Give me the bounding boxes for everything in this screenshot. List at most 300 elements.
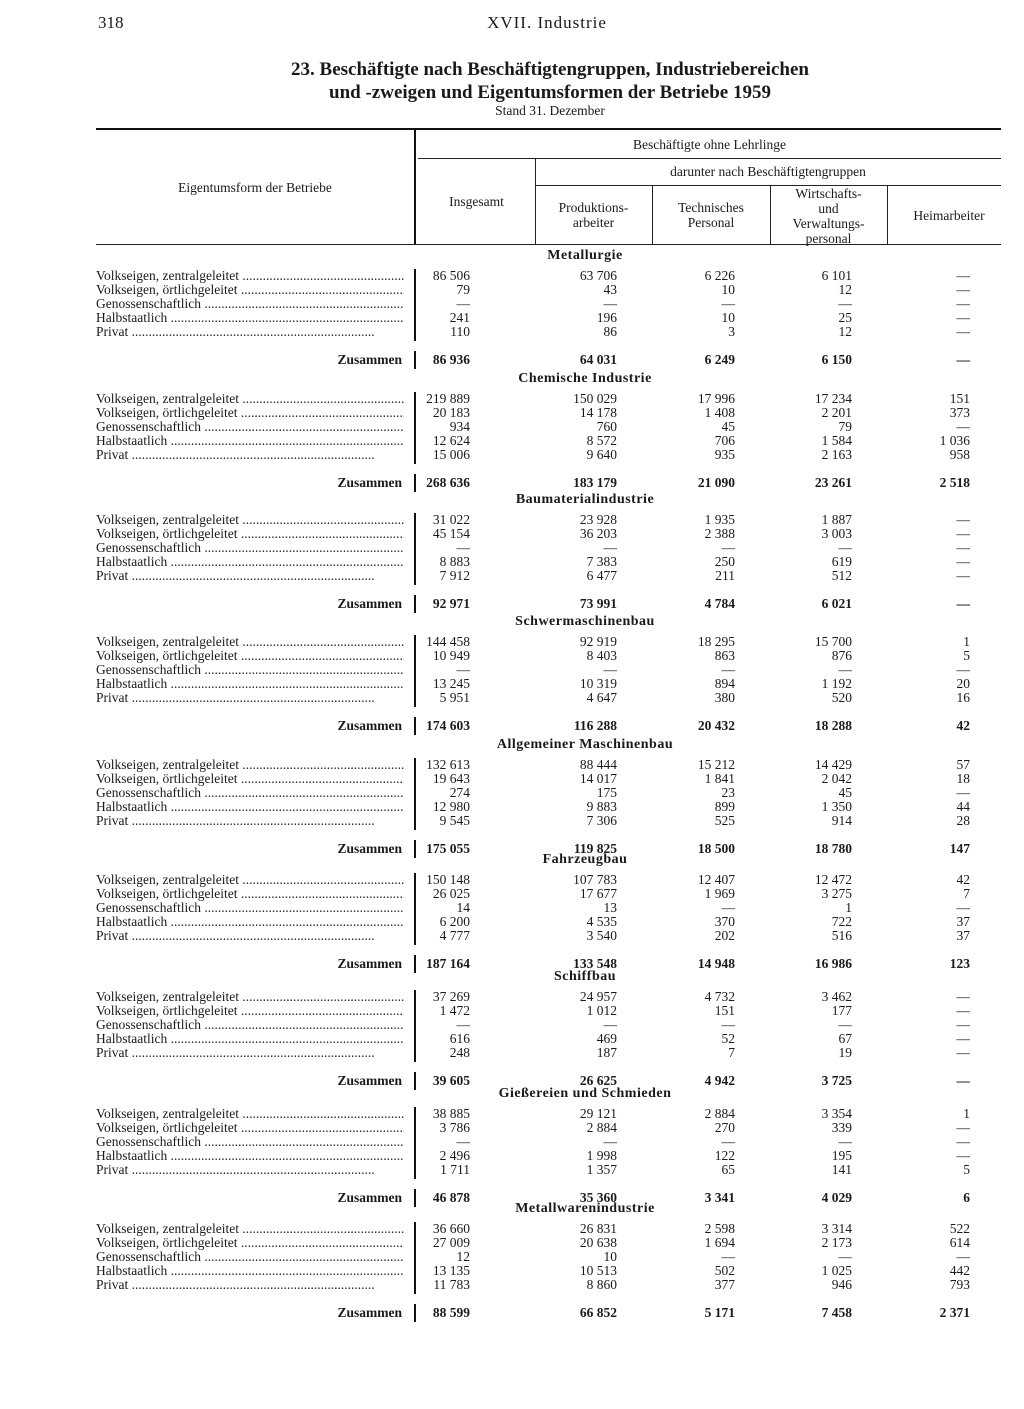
total-cell: 3 341 — [704, 1190, 735, 1205]
table-cell: 1 584 — [821, 432, 852, 448]
table-cell: 5 — [963, 1161, 970, 1177]
total-cell: 183 179 — [573, 475, 617, 490]
total-cell: 123 — [949, 956, 970, 971]
section-title: Metallwarenindustrie — [515, 1201, 655, 1216]
row-label: Halbstaatlich ..... — [96, 1032, 404, 1046]
table-cell: — — [721, 295, 735, 311]
stub-divider — [414, 595, 416, 613]
table-subtitle: Stand 31. Dezember — [495, 103, 605, 118]
table-cell: 15 212 — [697, 757, 735, 772]
table-cell: 17 996 — [697, 391, 735, 406]
table-cell: 17 677 — [579, 885, 617, 901]
row-label: Volkseigen, örtlichgeleitet ..... — [96, 772, 404, 786]
table-cell: 79 — [838, 418, 852, 434]
table-cell: — — [956, 1119, 970, 1135]
table-cell: — — [956, 1147, 970, 1163]
table-cell: 86 — [603, 323, 617, 339]
table-cell: 706 — [714, 432, 735, 448]
stub-divider — [414, 1304, 416, 1322]
total-cell: 18 288 — [814, 718, 852, 733]
stub-divider — [414, 635, 416, 707]
page-number: 318 — [98, 13, 124, 32]
table-cell: 43 — [603, 281, 617, 297]
row-label: Halbstaatlich ..... — [96, 800, 404, 814]
table-cell: 619 — [831, 553, 852, 569]
total-cell: 18 500 — [697, 841, 735, 856]
table-cell: 14 — [456, 899, 470, 915]
total-cell: 174 603 — [426, 718, 470, 733]
table-cell: 7 — [963, 885, 970, 901]
table-cell: 195 — [831, 1147, 852, 1163]
total-cell: 147 — [949, 841, 970, 856]
total-row — [0, 353, 1024, 367]
table-cell: — — [956, 418, 970, 434]
table-cell: 899 — [714, 798, 735, 814]
total-label: Zusammen — [337, 352, 402, 367]
table-cell: 144 458 — [426, 634, 470, 649]
table-cell: — — [956, 567, 970, 583]
table-cell: 6 101 — [821, 268, 852, 283]
table-cell: — — [838, 661, 852, 677]
table-cell: 1 887 — [821, 512, 852, 527]
table-row — [0, 1222, 1024, 1236]
table-cell: 1 711 — [440, 1161, 470, 1177]
table-cell: — — [721, 539, 735, 555]
total-label: Zusammen — [337, 596, 402, 611]
table-cell: — — [838, 295, 852, 311]
table-row — [0, 420, 1024, 434]
stub-divider — [414, 1222, 416, 1294]
table-cell: 12 472 — [814, 872, 852, 887]
table-row — [0, 901, 1024, 915]
table-cell: 202 — [714, 927, 735, 943]
table-cell: 373 — [949, 404, 970, 420]
section-title: Allgemeiner Maschinenbau — [496, 737, 674, 752]
table-row — [0, 1032, 1024, 1046]
row-label: Halbstaatlich ..... — [96, 1264, 404, 1278]
table-cell: 177 — [831, 1002, 852, 1018]
table-cell: 63 706 — [579, 268, 617, 283]
table-cell: 512 — [831, 567, 852, 583]
table-cell: 760 — [596, 418, 617, 434]
table-cell: 3 275 — [821, 885, 852, 901]
table-row — [0, 1107, 1024, 1121]
table-cell: 1 — [963, 634, 970, 649]
table-row — [0, 873, 1024, 887]
table-row — [0, 786, 1024, 800]
table-row — [0, 758, 1024, 772]
stub-divider — [414, 1072, 416, 1090]
table-cell: 6 200 — [439, 913, 470, 929]
total-cell: 73 991 — [579, 596, 617, 611]
table-cell: 23 — [721, 784, 735, 800]
table-cell: 27 009 — [432, 1234, 470, 1250]
table-cell: 211 — [715, 567, 735, 583]
table-cell: 6 477 — [586, 567, 617, 583]
table-cell: — — [456, 1016, 470, 1032]
table-cell: — — [456, 1133, 470, 1149]
total-cell: 4 942 — [704, 1073, 735, 1088]
table-cell: 1 357 — [586, 1161, 617, 1177]
table-cell: 110 — [450, 323, 470, 339]
table-cell: 7 — [728, 1044, 735, 1060]
table-cell: 45 154 — [432, 525, 470, 541]
total-label: Zusammen — [337, 1305, 402, 1320]
total-cell: 6 150 — [821, 352, 852, 367]
table-cell: — — [956, 309, 970, 325]
section-title: Baumaterialindustrie — [515, 492, 655, 507]
row-label: Privat ..... — [96, 1278, 404, 1292]
total-cell: 88 599 — [432, 1305, 470, 1320]
stub-divider — [414, 758, 416, 830]
stub-divider — [414, 955, 416, 973]
table-cell: 2 163 — [821, 446, 852, 462]
table-cell: — — [956, 661, 970, 677]
table-cell: 525 — [714, 812, 735, 828]
table-cell: 13 — [603, 899, 617, 915]
table-cell: — — [956, 1016, 970, 1032]
table-cell: 15 006 — [432, 446, 470, 462]
table-cell: 935 — [714, 446, 735, 462]
stub-divider — [414, 1189, 416, 1207]
table-cell: 107 783 — [573, 872, 617, 887]
table-row — [0, 990, 1024, 1004]
table-row — [0, 434, 1024, 448]
row-label: Volkseigen, örtlichgeleitet ..... — [96, 649, 404, 663]
table-cell: 86 506 — [432, 268, 470, 283]
table-cell: 26 831 — [579, 1221, 617, 1236]
table-cell: 2 042 — [821, 770, 852, 786]
row-label: Volkseigen, zentralgeleitet ..... — [96, 1222, 404, 1236]
total-cell: 119 825 — [573, 841, 617, 856]
total-cell: — — [956, 596, 970, 611]
table-cell: 12 — [456, 1248, 470, 1264]
stub-divider — [414, 717, 416, 735]
table-row — [0, 814, 1024, 828]
table-cell: 10 949 — [432, 647, 470, 663]
table-cell: 37 269 — [432, 989, 470, 1004]
header-home-workers: Heimarbeiter — [913, 208, 985, 223]
table-cell: 10 513 — [579, 1262, 617, 1278]
table-cell: 1 694 — [704, 1234, 735, 1250]
table-cell: 9 545 — [439, 812, 470, 828]
table-cell: — — [956, 1248, 970, 1264]
table-cell: — — [721, 1016, 735, 1032]
section-title: Schiffbau — [553, 969, 617, 984]
table-cell: — — [956, 281, 970, 297]
total-cell: 42 — [956, 718, 970, 733]
table-cell: 187 — [596, 1044, 617, 1060]
table-cell: 270 — [714, 1119, 735, 1135]
table-cell: 7 306 — [586, 812, 617, 828]
table-row — [0, 663, 1024, 677]
stub-divider — [414, 351, 416, 369]
table-cell: 25 — [838, 309, 852, 325]
table-cell: 36 660 — [432, 1221, 470, 1236]
total-cell: 14 948 — [697, 956, 735, 971]
table-cell: — — [956, 539, 970, 555]
row-label: Volkseigen, zentralgeleitet ..... — [96, 758, 404, 772]
table-cell: 65 — [721, 1161, 735, 1177]
table-row — [0, 325, 1024, 339]
table-cell: 4 647 — [586, 689, 617, 705]
header-admin-staff — [770, 186, 887, 246]
table-cell: 3 462 — [821, 989, 852, 1004]
table-cell: 29 121 — [579, 1106, 617, 1121]
table-row — [0, 541, 1024, 555]
total-cell: 4 784 — [704, 596, 735, 611]
table-cell: — — [603, 539, 617, 555]
table-cell: 26 025 — [432, 885, 470, 901]
total-cell: 64 031 — [579, 352, 617, 367]
table-cell: — — [838, 1248, 852, 1264]
table-cell: 616 — [449, 1030, 470, 1046]
table-cell: 5 — [963, 647, 970, 663]
table-row — [0, 1250, 1024, 1264]
table-cell: 2 201 — [821, 404, 852, 420]
total-cell: 2 371 — [939, 1305, 970, 1320]
table-cell: 17 234 — [814, 391, 852, 406]
table-cell: 24 957 — [579, 989, 617, 1004]
table-cell: 1 998 — [586, 1147, 617, 1163]
table-cell: 79 — [456, 281, 470, 297]
table-cell: — — [956, 1002, 970, 1018]
total-cell: 6 — [963, 1190, 970, 1205]
table-cell: — — [603, 1016, 617, 1032]
table-cell: 44 — [956, 798, 970, 814]
table-cell: 946 — [831, 1276, 852, 1292]
row-label: Genossenschaftlich ..... — [96, 297, 404, 311]
table-cell: 4 732 — [704, 989, 735, 1004]
table-cell: 1 841 — [704, 770, 735, 786]
table-cell: — — [456, 295, 470, 311]
table-cell: 175 — [596, 784, 617, 800]
total-cell: 20 432 — [697, 718, 735, 733]
total-cell: 92 971 — [432, 596, 470, 611]
table-row — [0, 283, 1024, 297]
chapter-heading: XVII. Industrie — [487, 13, 607, 32]
table-cell: — — [956, 323, 970, 339]
table-cell: 469 — [596, 1030, 617, 1046]
header-subgroup: darunter nach Beschäftigtengruppen — [670, 164, 866, 179]
row-label: Privat ..... — [96, 929, 404, 943]
table-cell: 15 700 — [814, 634, 852, 649]
total-cell: 7 458 — [821, 1305, 852, 1320]
table-row — [0, 311, 1024, 325]
header-top-rule — [96, 128, 1001, 130]
table-cell: 12 407 — [697, 872, 735, 887]
total-cell: 35 360 — [579, 1190, 617, 1205]
table-cell: 8 403 — [586, 647, 617, 663]
row-label: Genossenschaftlich ..... — [96, 786, 404, 800]
row-label: Genossenschaftlich ..... — [96, 1250, 404, 1264]
table-cell: 520 — [831, 689, 852, 705]
header-admin-staff-line-4: personal — [805, 231, 852, 246]
table-row — [0, 1264, 1024, 1278]
row-label: Genossenschaftlich ..... — [96, 420, 404, 434]
table-cell: 8 860 — [586, 1276, 617, 1292]
total-cell: 6 021 — [821, 596, 852, 611]
table-cell: 150 148 — [426, 872, 470, 887]
total-cell: 2 518 — [939, 475, 970, 490]
table-row — [0, 448, 1024, 462]
table-cell: 876 — [831, 647, 852, 663]
table-cell: 248 — [449, 1044, 470, 1060]
table-row — [0, 800, 1024, 814]
row-label: Volkseigen, örtlichgeleitet ..... — [96, 283, 404, 297]
table-cell: 8 883 — [439, 553, 470, 569]
header-stub-divider — [414, 128, 416, 244]
row-label: Privat ..... — [96, 569, 404, 583]
row-label: Volkseigen, zentralgeleitet ..... — [96, 392, 404, 406]
table-cell: 516 — [831, 927, 852, 943]
table-cell: 37 — [956, 927, 970, 943]
table-cell: — — [603, 1133, 617, 1149]
total-cell: 133 548 — [573, 956, 617, 971]
total-cell: 3 725 — [821, 1073, 852, 1088]
table-cell: 3 354 — [821, 1106, 852, 1121]
total-label: Zusammen — [337, 841, 402, 856]
table-cell: 614 — [949, 1234, 970, 1250]
table-cell: 12 980 — [432, 798, 470, 814]
table-cell: 150 029 — [573, 391, 617, 406]
total-label: Zusammen — [337, 718, 402, 733]
header-production-workers-line-2: arbeiter — [572, 215, 615, 230]
stub-divider — [414, 474, 416, 492]
total-row — [0, 476, 1024, 490]
header-group: Beschäftigte ohne Lehrlinge — [633, 137, 786, 152]
table-cell: 502 — [714, 1262, 735, 1278]
section-title: Metallurgie — [547, 248, 623, 263]
section-title: Fahrzeugbau — [542, 852, 628, 867]
table-cell: 3 540 — [586, 927, 617, 943]
row-label: Halbstaatlich ..... — [96, 434, 404, 448]
table-cell: 380 — [714, 689, 735, 705]
table-cell: 14 178 — [579, 404, 617, 420]
table-cell: 19 643 — [432, 770, 470, 786]
table-cell: — — [456, 539, 470, 555]
table-cell: 16 — [956, 689, 970, 705]
table-cell: 274 — [449, 784, 470, 800]
table-cell: 13 245 — [432, 675, 470, 691]
total-label: Zusammen — [337, 1190, 402, 1205]
table-cell: 122 — [714, 1147, 735, 1163]
table-cell: 442 — [949, 1262, 970, 1278]
row-label: Privat ..... — [96, 448, 404, 462]
table-cell: 8 572 — [586, 432, 617, 448]
row-label: Volkseigen, örtlichgeleitet ..... — [96, 1004, 404, 1018]
table-cell: — — [956, 1133, 970, 1149]
table-cell: 42 — [956, 872, 970, 887]
table-cell: — — [956, 1044, 970, 1060]
table-cell: 57 — [956, 757, 970, 772]
header-stub: Eigentumsform der Betriebe — [178, 180, 332, 195]
row-label: Genossenschaftlich ..... — [96, 1135, 404, 1149]
table-cell: 2 598 — [704, 1221, 735, 1236]
table-cell: 863 — [714, 647, 735, 663]
table-cell: 1 472 — [439, 1002, 470, 1018]
row-label: Volkseigen, örtlichgeleitet ..... — [96, 406, 404, 420]
table-cell: — — [721, 1133, 735, 1149]
table-cell: 12 — [838, 281, 852, 297]
header-admin-staff-line-2: und — [818, 201, 839, 216]
table-row — [0, 1278, 1024, 1292]
table-row — [0, 1149, 1024, 1163]
header-admin-staff-line-1: Wirtschafts- — [795, 186, 862, 201]
table-cell: 2 173 — [821, 1234, 852, 1250]
row-label: Genossenschaftlich ..... — [96, 663, 404, 677]
total-label: Zusammen — [337, 475, 402, 490]
table-cell: 45 — [721, 418, 735, 434]
table-cell: 38 885 — [432, 1106, 470, 1121]
row-label: Volkseigen, örtlichgeleitet ..... — [96, 887, 404, 901]
stub-divider — [414, 873, 416, 945]
row-label: Halbstaatlich ..... — [96, 677, 404, 691]
stub-divider — [414, 392, 416, 464]
total-row — [0, 597, 1024, 611]
table-cell: 1 — [845, 899, 852, 915]
table-cell: 722 — [831, 913, 852, 929]
table-cell: — — [956, 899, 970, 915]
table-cell: 88 444 — [579, 757, 617, 772]
table-row — [0, 915, 1024, 929]
table-row — [0, 887, 1024, 901]
table-cell: — — [956, 295, 970, 311]
table-cell: 10 — [603, 1248, 617, 1264]
header-admin-staff-line-3: Verwaltungs- — [792, 216, 865, 231]
table-cell: 10 — [721, 309, 735, 325]
table-row — [0, 929, 1024, 943]
table-row — [0, 649, 1024, 663]
stub-divider — [414, 513, 416, 585]
table-cell: — — [456, 661, 470, 677]
header-production-workers — [535, 200, 652, 230]
table-cell: 370 — [714, 913, 735, 929]
table-cell: 18 295 — [697, 634, 735, 649]
table-cell: 958 — [949, 446, 970, 462]
table-cell: 7 912 — [439, 567, 470, 583]
table-cell: 1 350 — [821, 798, 852, 814]
table-cell: 20 638 — [579, 1234, 617, 1250]
table-cell: 2 388 — [704, 525, 735, 541]
total-cell: 268 636 — [426, 475, 470, 490]
table-cell: 522 — [949, 1221, 970, 1236]
table-row — [0, 677, 1024, 691]
table-cell: 10 319 — [579, 675, 617, 691]
row-label: Halbstaatlich ..... — [96, 555, 404, 569]
header-subgroup-rule — [535, 185, 1001, 186]
table-cell: — — [956, 784, 970, 800]
row-label: Volkseigen, zentralgeleitet ..... — [96, 873, 404, 887]
table-cell: 7 383 — [586, 553, 617, 569]
table-cell: — — [838, 1016, 852, 1032]
table-row — [0, 1121, 1024, 1135]
table-cell: 141 — [831, 1161, 852, 1177]
row-label: Volkseigen, örtlichgeleitet ..... — [96, 1121, 404, 1135]
total-cell: 116 288 — [573, 718, 617, 733]
table-cell: 18 — [956, 770, 970, 786]
row-label: Privat ..... — [96, 691, 404, 705]
table-cell: 36 203 — [579, 525, 617, 541]
table-cell: 4 777 — [439, 927, 470, 943]
table-cell: — — [956, 553, 970, 569]
header-technical-staff-line-2: Personal — [687, 215, 735, 230]
table-row — [0, 569, 1024, 583]
header-technical-staff — [652, 200, 770, 230]
table-cell: 45 — [838, 784, 852, 800]
table-cell: 1 — [963, 1106, 970, 1121]
table-cell: 11 783 — [433, 1276, 470, 1292]
